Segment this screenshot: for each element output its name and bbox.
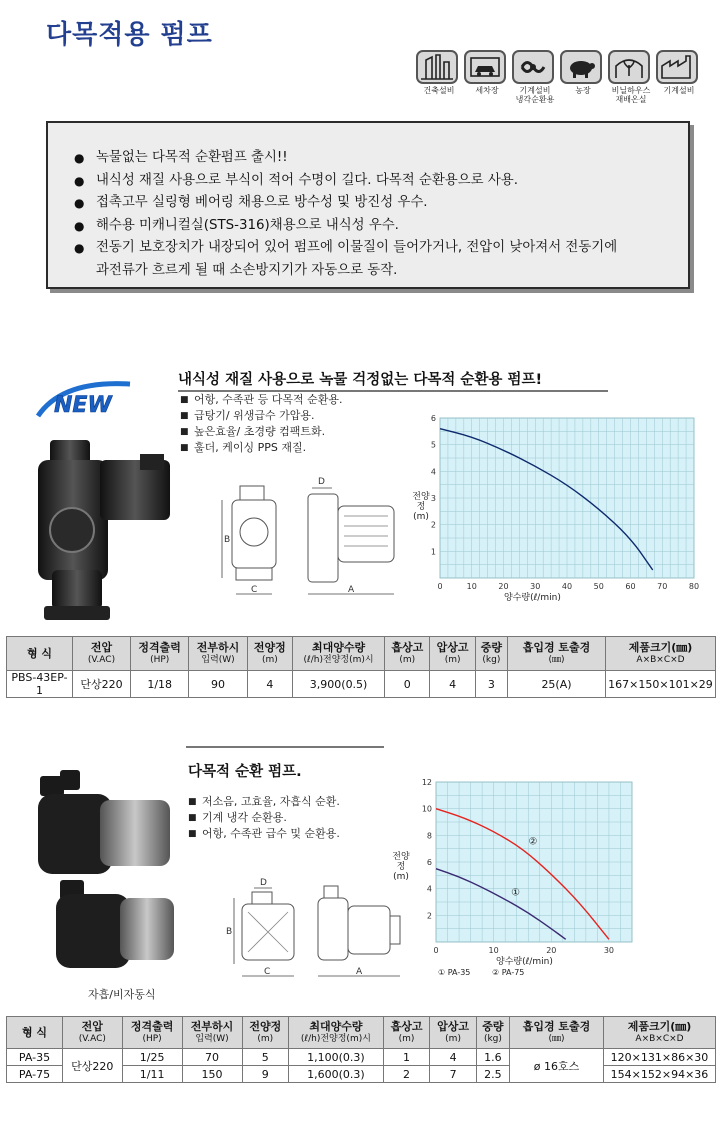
usage-item [656,50,702,95]
x-tick-label: 20 [546,946,557,955]
usage-item [512,50,558,104]
table-cell: 154×152×94×36 [604,1066,716,1083]
x-tick-label: 30 [530,582,541,591]
table-cell: 3 [475,671,507,698]
chart2-legend-1: ① PA-35 [438,968,471,977]
cooling-icon [512,50,554,84]
y-tick-label: 5 [430,440,436,450]
x-tick-label: 30 [603,946,615,955]
table-cell: PA-35 [7,1049,63,1066]
product1-bullets [180,392,343,456]
dim-label-b: B [226,927,233,937]
x-tick-label: 80 [688,582,700,591]
feature-item: ● 녹물없는 다목적 순환펌프 출시!! [74,147,688,170]
product2-bullets [188,794,340,842]
car-wash-icon [464,50,506,84]
spec-table-2 [6,1016,716,1083]
usage-label: 기계설비 냉각순환용 [515,86,555,104]
table-cell: 70 [182,1049,242,1066]
table-cell: 3,900(0.5) [293,671,385,698]
performance-chart-1 [412,410,702,610]
pump1-photo [30,430,190,630]
col-header: 압상고 (m) [430,637,475,671]
col-header: 흡상고 (m) [385,637,430,671]
col-header: 흡입경 토출경 (㎜) [510,1017,604,1049]
usage-item [464,50,510,95]
col-header: 흡상고 (m) [383,1017,430,1049]
col-header: 형 식 [7,1017,63,1049]
dim-label-a: A [356,967,363,977]
pump1-side-drawing [292,476,402,606]
series-marker-label: ① [511,887,521,899]
chart2-legend-2: ② PA-75 [492,968,525,977]
usage-label: 세차장 [475,86,499,95]
dim-label-c: C [251,585,258,595]
usage-item [560,50,606,95]
feature-item: ● 전동기 보호장치가 내장되어 있어 펌프에 이물질이 들어가거나, 전압이 낮아져서 전동기에 과전류가 흐르게 될 때 소손방지기가 자동으로 동작. [74,237,688,282]
dim-label-a: A [348,585,355,595]
table-cell: 단상220 [73,671,131,698]
bullet-item: ■ 어항, 수족관 등 다목적 순환용. [180,392,343,408]
col-header: 최대양수량 (ℓ/h)전양정(m)시 [293,637,385,671]
pump2-front-drawing [226,876,306,986]
table-cell: 1/18 [131,671,189,698]
feature-item: ● 내식성 재질 사용으로 부식이 적어 수명이 길다. 다목적 순환용으로 사용. [74,170,688,193]
col-header: 전압 (V.AC) [63,1017,123,1049]
col-header: 전양정 (m) [247,637,292,671]
table-header-row [7,1017,716,1049]
divider [186,746,384,748]
bullet-item: ■ 급탕기/ 위생급수 가압용. [180,408,343,424]
usage-label: 비닐하우스 재배온실 [611,86,651,104]
factory-icon [656,50,698,84]
table-cell: 1/11 [122,1066,182,1083]
feature-box [46,121,690,289]
chart2-xlabel: 양수량(ℓ/min) [496,957,553,967]
pump1-front-drawing [218,476,288,606]
table-cell: 150 [182,1066,242,1083]
dim-label-d: D [318,477,325,487]
x-tick-label: 0 [437,582,443,591]
table-cell: 1/25 [122,1049,182,1066]
pig-farm-icon [560,50,602,84]
bullet-item: ■ 어항, 수족관 급수 및 순환용. [188,826,340,842]
x-tick-label: 20 [498,582,509,591]
performance-chart-2 [392,776,642,994]
col-header: 최대양수량 (ℓ/h)전양정(m)시 [289,1017,384,1049]
usage-label: 농장 [575,86,591,95]
table-cell: PBS-43EP-1 [7,671,73,698]
dim-label-d: D [260,878,267,888]
col-header: 전양정 (m) [242,1017,289,1049]
y-tick-label: 6 [426,858,432,867]
bullet-item: ■ 훌더, 케이싱 PPS 재질. [180,440,343,456]
col-header: 흡입경 토출경 (㎜) [508,637,606,671]
table-cell: 9 [242,1066,289,1083]
bullet-item: ■ 기계 냉각 순환용. [188,810,340,826]
table-row [7,671,716,698]
dim-label-b: B [224,535,231,545]
y-tick-label: 1 [430,547,436,557]
table-cell: 0 [385,671,430,698]
usage-label: 기계설비 [663,86,695,95]
table-header-row [7,637,716,671]
x-tick-label: 10 [466,582,477,591]
x-tick-label: 50 [593,582,604,591]
feature-list [74,147,688,282]
col-header: 정격출력 (HP) [131,637,189,671]
y-tick-label: 10 [421,804,432,814]
col-header: 전압 (V.AC) [73,637,131,671]
col-header: 정격출력 (HP) [122,1017,182,1049]
usage-label: 건축설비 [423,86,455,95]
dim-label-c: C [264,967,271,977]
col-header: 중량 (kg) [476,1017,509,1049]
y-tick-label: 8 [426,831,432,841]
col-header: 중량 (kg) [475,637,507,671]
greenhouse-icon [608,50,650,84]
table-cell: PA-75 [7,1066,63,1083]
new-badge-text: NEW [54,393,112,418]
table-cell: 2 [383,1066,430,1083]
table-cell: 1.6 [476,1049,509,1066]
pump2-caption: 자흡/비자동식 [88,988,156,1001]
x-tick-label: 60 [625,582,636,591]
col-header: 제품크기(㎜) A×B×C×D [604,1017,716,1049]
usage-item [608,50,654,104]
chart1-ylabel: 전양정 (m) [412,492,430,522]
page-title: 다목적용 펌프 [46,20,213,50]
col-header: 전부하시 입력(W) [182,1017,242,1049]
product1-headline: 내식성 재질 사용으로 녹물 걱정없는 다목적 순환용 펌프! [178,372,543,388]
y-tick-label: 12 [421,778,432,787]
col-header: 압상고 (m) [430,1017,477,1049]
bullet-item: ■ 높은효율/ 초경량 컴팩트화. [180,424,343,440]
y-tick-label: 4 [430,467,436,477]
bullet-item: ■ 저소음, 고효율, 자흡식 순환. [188,794,340,810]
table-cell: 1,600(0.3) [289,1066,384,1083]
spec-table-1 [6,636,716,698]
table-cell: 25(A) [508,671,606,698]
feature-item: ● 해수용 미캐니컬실(STS-316)채용으로 내식성 우수. [74,215,688,238]
table-cell: 1,100(0.3) [289,1049,384,1066]
table-cell: 2.5 [476,1066,509,1083]
usage-icon-strip [416,50,696,114]
col-header: 형 식 [7,637,73,671]
table-cell: 1 [383,1049,430,1066]
table-cell: 7 [430,1066,477,1083]
new-badge [32,376,136,424]
x-tick-label: 0 [433,946,439,955]
y-tick-label: 4 [426,884,432,894]
feature-item: ● 접촉고무 실링형 베어링 채용으로 방수성 및 방진성 우수. [74,192,688,215]
table-cell: 167×150×101×29 [606,671,716,698]
table-cell: 단상220 [63,1049,123,1083]
chart1-xlabel: 양수량(ℓ/min) [504,593,561,603]
table-cell: 4 [247,671,292,698]
chart2-ylabel: 전양정 (m) [392,852,410,882]
table-cell: 4 [430,671,475,698]
table-cell: ø 16호스 [510,1049,604,1083]
table-cell: 90 [189,671,247,698]
table-cell: 5 [242,1049,289,1066]
series-marker-label: ② [528,836,538,848]
usage-item [416,50,462,95]
building-icon [416,50,458,84]
y-tick-label: 6 [430,414,436,423]
x-tick-label: 10 [488,946,499,955]
y-tick-label: 2 [426,911,432,921]
col-header: 전부하시 입력(W) [189,637,247,671]
x-tick-label: 70 [657,582,668,591]
pump2-photo [30,770,180,980]
product2-headline: 다목적 순환 펌프. [188,764,302,780]
col-header: 제품크기(㎜) A×B×C×D [606,637,716,671]
chart1-svg [412,410,702,610]
y-tick-label: 3 [430,494,436,503]
y-tick-label: 2 [430,520,436,530]
table-cell: 4 [430,1049,477,1066]
table-row [7,1049,716,1066]
x-tick-label: 40 [561,582,573,591]
table-cell: 120×131×86×30 [604,1049,716,1066]
